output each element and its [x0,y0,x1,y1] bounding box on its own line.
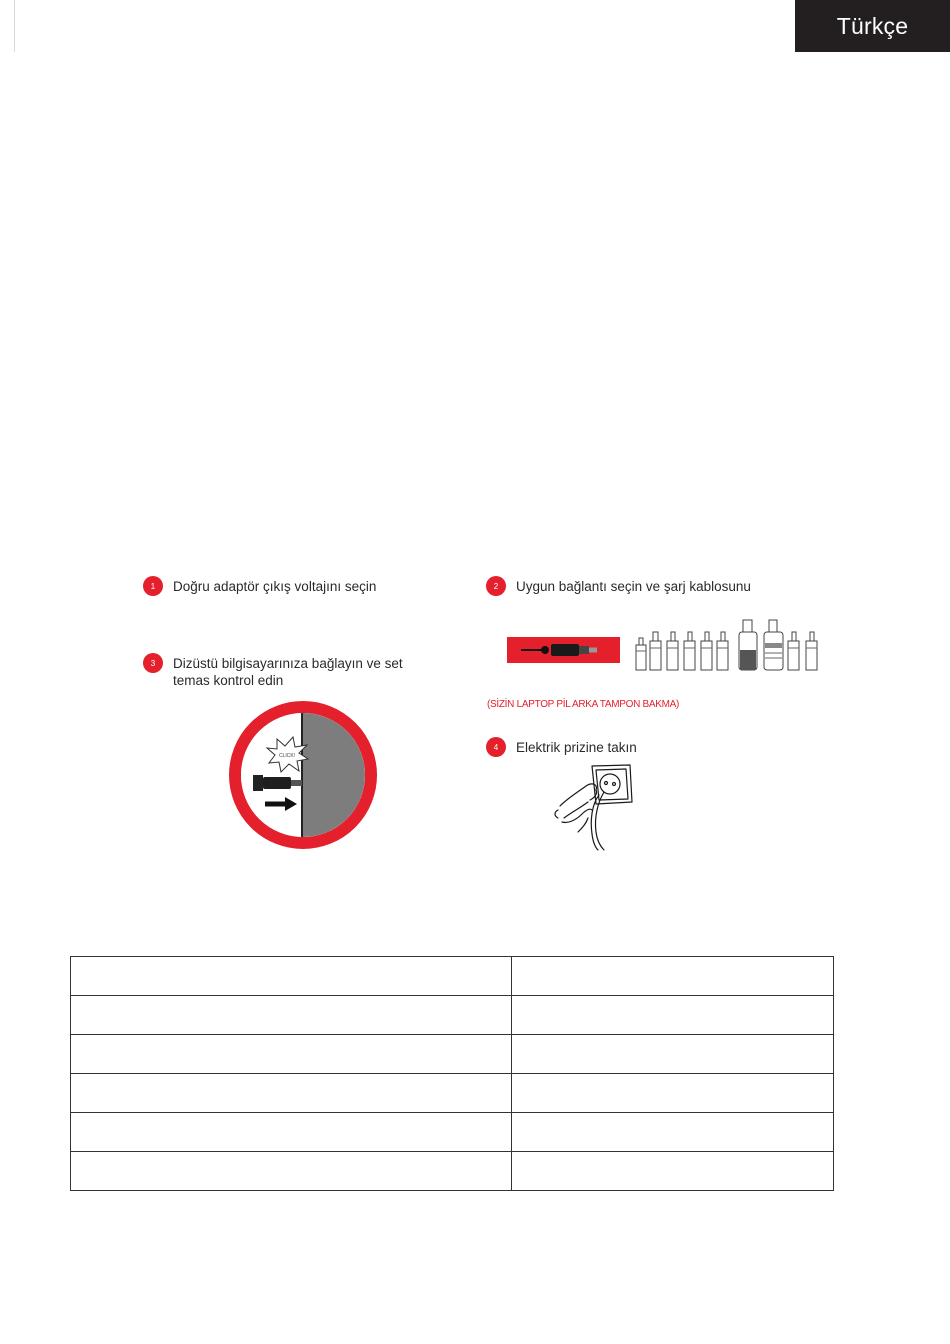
step-1-badge: 1 [143,576,163,596]
table-cell [71,957,512,996]
step-1-text: Doğru adaptör çıkış voltajını seçin [173,579,377,594]
table-cell [71,1113,512,1152]
table-cell [512,1074,834,1113]
connector-cable-illustration [507,637,620,663]
step-3 [143,655,403,689]
table-cell [512,1152,834,1191]
table-cell [71,1074,512,1113]
step-4-text: Elektrik prizine takın [516,740,637,755]
table-row [71,996,834,1035]
left-margin-rule [14,0,15,52]
step-4 [486,739,637,757]
step-3-badge: 3 [143,653,163,673]
plug-socket-illustration [552,762,637,857]
connector-tips-illustration [632,618,824,679]
language-tab: Türkçe [795,0,950,52]
table-cell [512,996,834,1035]
plug-hand-icon [552,762,637,852]
connector-tips-icon [632,618,824,674]
click-connection-icon [229,701,377,849]
table-row [71,1152,834,1191]
step-2 [486,578,751,596]
step-2-badge: 2 [486,576,506,596]
table-cell [512,1035,834,1074]
step-1 [143,578,376,596]
table-cell [512,957,834,996]
step-4-badge: 4 [486,737,506,757]
laptop-connection-illustration [229,701,377,854]
step-3-line-1: Dizüstü bilgisayarınıza bağlayın ve set [173,656,403,671]
table-row [71,1113,834,1152]
connector-cable-icon [507,637,620,663]
spec-table [70,956,834,1191]
table-row [71,957,834,996]
table-row [71,1035,834,1074]
table-cell [71,1152,512,1191]
table-cell [71,996,512,1035]
table-cell [512,1113,834,1152]
click-label: CLICK! [278,753,296,759]
table-row [71,1074,834,1113]
step-2-text: Uygun bağlantı seçin ve şarj kablosunu [516,579,751,594]
step-3-text [173,655,403,689]
table-cell [71,1035,512,1074]
step-3-line-2: temas kontrol edin [173,673,284,688]
battery-note: (SİZİN LAPTOP PİL ARKA TAMPON BAKMA) [487,699,680,710]
